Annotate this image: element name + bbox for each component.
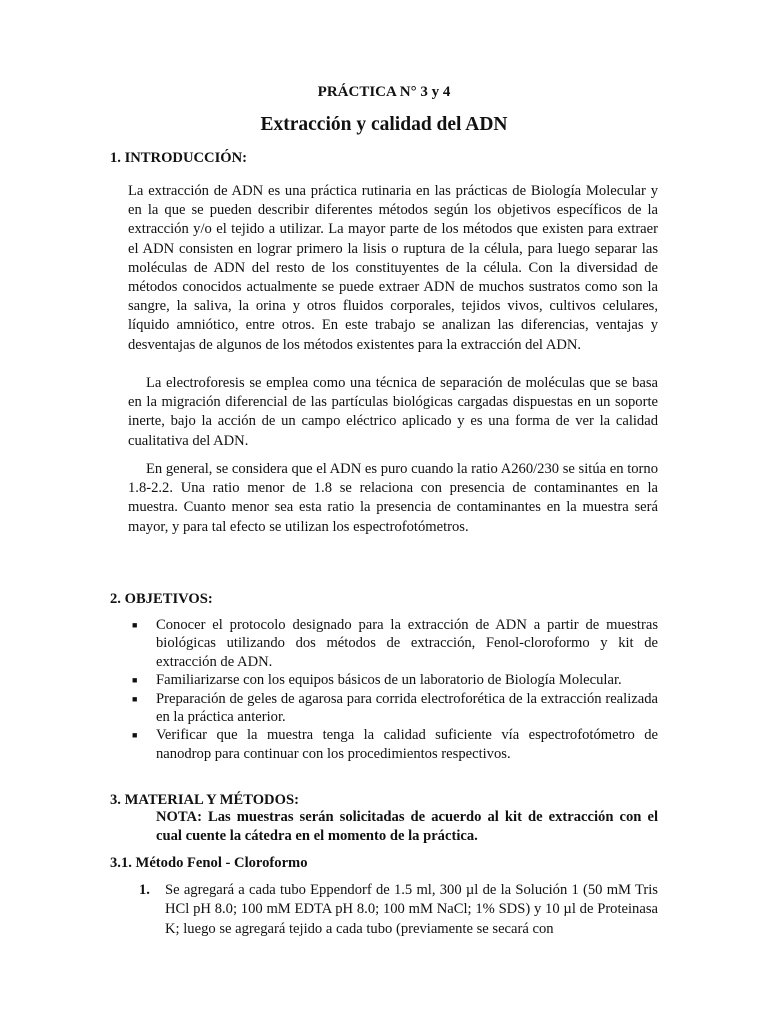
intro-paragraph-2: La electroforesis se emplea como una técnica de separación de moléculas que se basa en la migración diferencial de las partículas biológicas cargadas dispuestas en un soporte inerte, bajo la acción de un campo eléctrico aplicado y es una forma de ver la calidad cualitativa del ADN.	[128, 375, 658, 449]
bullet-icon: ■	[132, 730, 138, 741]
section-heading-objetivos: 2. OBJETIVOS:	[110, 591, 213, 607]
objective-text: Preparación de geles de agarosa para corrida electroforética de la extracción realizada en la práctica anterior.	[156, 690, 658, 726]
protocol-step	[139, 881, 658, 939]
list-item	[128, 616, 658, 671]
bullet-icon: ■	[132, 620, 138, 630]
note-text: NOTA: Las muestras serán solicitadas de acuerdo al kit de extracción con el cual cuente la cátedra en el momento de la práctica.	[156, 809, 658, 844]
step-number: 1.	[139, 882, 150, 898]
list-item	[128, 690, 658, 727]
intro-paragraph-1: La extracción de ADN es una práctica rutinaria en las prácticas de Biología Molecular y en la que se pueden describir diferentes métodos según los objetivos específicos de la extracción y/o el tejido a utilizar. La mayor parte de los métodos que existen para extraer el ADN consisten en lograr primero la lisis o ruptura de la célula, para luego separar las moléculas de ADN del resto de los constituyentes de la célula. Con la diversidad de métodos conocidos actualmente se puede extraer ADN de muchos sustratos como son la sangre, la saliva, la orina y otros fluidos corporales, tejidos vivos, cultivos celulares, líquido amniótico, entre otros. En este trabajo se analizan las diferencias, ventajas y desventajas de algunos de los métodos existentes para la extracción del ADN.	[128, 183, 658, 353]
bullet-icon: ■	[132, 675, 138, 686]
practice-label: PRÁCTICA N° 3 y 4	[317, 84, 451, 100]
objective-text: Familiarizarse con los equipos básicos de un laboratorio de Biología Molecular.	[156, 672, 622, 689]
objective-text: Verificar que la muestra tenga la calidad suficiente vía espectrofotómetro de nanodrop para continuar con los procedimientos respectivos.	[156, 727, 658, 762]
subsection-heading-fenol: 3.1. Método Fenol - Cloroformo	[110, 855, 308, 871]
list-item	[128, 726, 658, 763]
objectives-list	[128, 616, 658, 763]
intro-paragraph-3: En general, se considera que el ADN es puro cuando la ratio A260/230 se sitúa en torno 1.8-2.2. Una ratio menor de 1.8 se relaciona con presencia de contaminantes en la muestra. Cuanto menor sea esta ratio la presencia de contaminantes en la muestra será mayor, y para tal efecto se utilizan los espectrofotómetros.	[128, 461, 658, 535]
objective-text: Conocer el protocolo designado para la extracción de ADN a partir de muestras biológicas utilizando dos métodos de extracción, Fenol-cloroformo y kit de extracción de ADN.	[156, 617, 658, 670]
bullet-icon: ■	[132, 693, 138, 704]
section-heading-introduccion: 1. INTRODUCCIÓN:	[110, 150, 248, 166]
section-heading-material: 3. MATERIAL Y MÉTODOS:	[110, 792, 299, 808]
step-text: Se agregará a cada tubo Eppendorf de 1.5 ml, 300 µl de la Solución 1 (50 mM Tris HCl pH 8.0; 100 mM EDTA pH 8.0; 100 mM NaCl; 1% SDS) y 10 µl de Proteinasa K; luego se agregará tejido a cada tubo (previamente se secará con	[165, 882, 658, 937]
list-item	[128, 671, 658, 689]
document-title: Extracción y calidad del ADN	[260, 114, 508, 135]
